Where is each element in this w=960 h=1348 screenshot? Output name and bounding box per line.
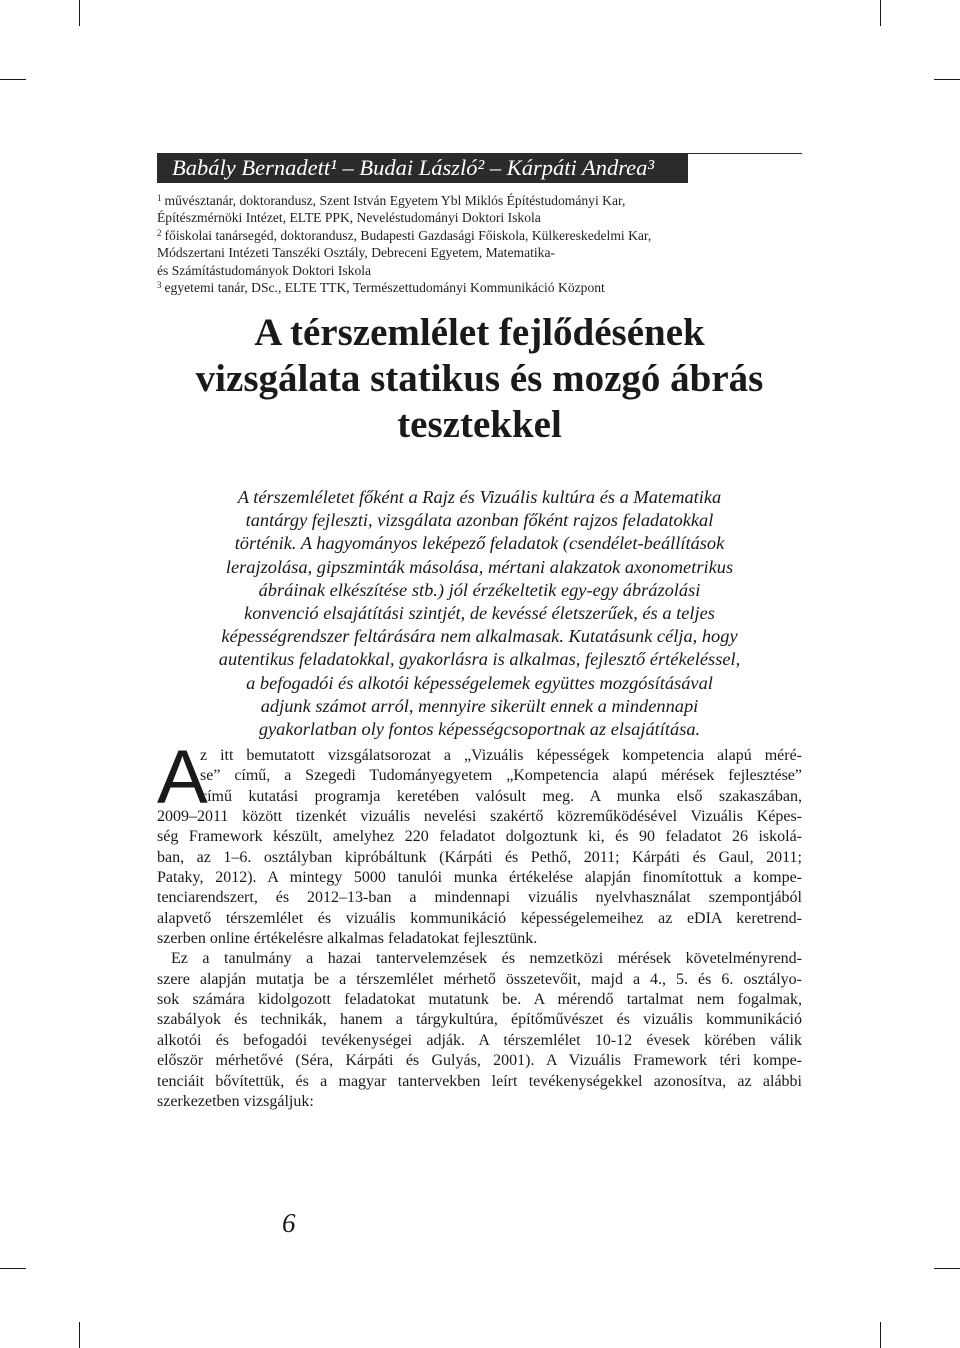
- abstract-line: a befogadói és alkotói képességelemek együttes mozgósításával: [246, 672, 713, 693]
- body-line: tenciarendszert, és 2012–13-ban a mindennapi vizuális nyelvhasználat szempontjából: [157, 889, 802, 907]
- authors-header: Babály Bernadett¹ – Budai László² – Kárpáti Andrea³: [157, 153, 688, 183]
- crop-mark-bottom-left: [79, 1322, 80, 1348]
- drop-cap: A: [157, 735, 208, 820]
- crop-mark-bottom-right: [880, 1322, 881, 1348]
- body-line: ség Framework készült, amelyhez 220 feladatot dolgoztunk ki, és 90 feladatot 26 iskolá-: [157, 828, 802, 846]
- affiliation-line: $^2$ főiskolai tanársegéd, doktorandusz, Budapesti Gazdasági Főiskola, Külkereskedelmi Kar,: [157, 227, 652, 243]
- body-line: szabályok és technikák, hanem a tárgykultúra, építőművészet és vizuális kommunikáció: [157, 1011, 802, 1029]
- body-line: alkotói és befogadói tevékenységei adják. A térszemlélet 10-12 évesek körében válik: [157, 1031, 802, 1049]
- title-line: vizsgálata statikus és mozgó ábrás: [195, 357, 764, 400]
- abstract-line: gyakorlatban oly fontos képességcsoportnak az elsajátítása.: [258, 719, 701, 740]
- affiliations: [157, 192, 802, 296]
- affiliation-mark: 1: [157, 193, 162, 203]
- body-line: Ez a tanulmány a hazai tantervelemzések és nemzetközi mérések követelményrend-: [171, 950, 802, 968]
- body-line: 2009–2011 között tizenkét vizuális nevelési szakértő közreműködésével Vizuális Képes-: [157, 808, 802, 826]
- abstract-line: adjunk számot arról, mennyire sikerült ennek a mindennapi: [260, 695, 699, 716]
- body-line: szerben online értékelésre alkalmas feladatokat fejlesztünk.: [157, 930, 538, 948]
- abstract-line: konvenció elsajátítási szintjét, de kevéssé életszerűek, és a teljes: [244, 603, 715, 624]
- body-line: se” című, a Szegedi Tudományegyetem „Kompetencia alapú mérések fejlesztése”: [200, 767, 802, 785]
- body-line: z itt bemutatott vizsgálatsorozat a „Vizuális képességek kompetencia alapú méré-: [200, 747, 802, 764]
- body-line: szere alapján mutatja be a térszemlélet mérhető összetevőit, majd a 4., 5. és 6. osztályo-: [157, 970, 802, 988]
- abstract: [157, 486, 802, 741]
- crop-mark-top-left-h: [0, 79, 26, 80]
- abstract-line: képességrendszer feltárására nem alkalmasak. Kutatásunk célja, hogy: [221, 626, 738, 647]
- crop-mark-top-right-h: [934, 79, 960, 80]
- crop-mark-bottom-right-h: [934, 1268, 960, 1269]
- article-title: [157, 310, 802, 448]
- body-line: tenciáit bővítettük, és a magyar tantervekben leírt tevékenységekkel azonosítva, az alábbi: [157, 1072, 802, 1090]
- affiliation-line: Módszertani Intézeti Tanszéki Osztály, Debreceni Egyetem, Matematika-: [157, 245, 556, 261]
- body-text: [157, 746, 802, 1112]
- abstract-line: autentikus feladatokkal, gyakorlásra is alkalmas, fejlesztő értékeléssel,: [218, 649, 741, 670]
- body-line: Pataky, 2012). A mintegy 5000 tanulói munka értékelése alapján finomítottuk a kompe-: [157, 869, 802, 887]
- title-line: tesztekkel: [397, 403, 562, 446]
- body-line: először mérhetővé (Séra, Kárpáti és Gulyás, 2001). A Vizuális Framework téri kompe-: [157, 1052, 802, 1070]
- abstract-line: ábráinak elkészítése stb.) jól érzékeltetik egy-egy ábrázolási: [258, 579, 701, 600]
- affiliation-line: Építészmérnöki Intézet, ELTE PPK, Neveléstudományi Doktori Iskola: [157, 210, 541, 226]
- affiliation-mark: 2: [157, 227, 162, 238]
- abstract-line: lerajzolása, gipszminták másolása, mértani alakzatok axonometrikus: [225, 556, 734, 577]
- body-line: ban, az 1–6. osztályban kipróbáltunk (Kárpáti és Pethő, 2011; Kárpáti és Gaul, 2011;: [157, 848, 802, 866]
- page-number: 6: [282, 1208, 296, 1238]
- body-line: alapvető térszemlélet és vizuális kommunikáció képességelemeihez az eDIA keretrend-: [157, 909, 802, 927]
- title-line: A térszemlélet fejlődésének: [254, 311, 705, 354]
- affiliation-line: és Számítástudományok Doktori Iskola: [157, 262, 372, 278]
- crop-mark-top-right: [880, 0, 881, 26]
- abstract-line: tantárgy fejleszti, vizsgálata azonban főként rajzos feladatokkal: [245, 510, 714, 531]
- body-line: sok számára kidolgozott feladatokat mutatunk be. A mérendő tartalmat nem fogalmak,: [157, 991, 802, 1009]
- body-line: szerkezetben vizsgáljuk:: [157, 1092, 314, 1110]
- affiliation-mark: 3: [157, 280, 162, 291]
- body-line: című kutatási programja keretében valósult meg. A munka első szakaszában,: [200, 787, 802, 805]
- abstract-line: történik. A hagyományos leképező feladatok (csendélet-beállítások: [234, 533, 725, 554]
- crop-mark-top-left: [79, 0, 80, 26]
- abstract-line: A térszemléletet főként a Rajz és Vizuális kultúra és a Matematika: [237, 487, 722, 507]
- header-rule: [688, 153, 802, 154]
- crop-mark-bottom-left-h: [0, 1268, 26, 1269]
- affiliation-line: $^3$ egyetemi tanár, DSc., ELTE TTK, Természettudományi Kommunikáció Központ: [157, 280, 605, 296]
- affiliation-line: $^1$ művésztanár, doktorandusz, Szent István Egyetem Ybl Miklós Építéstudományi Kar,: [157, 193, 626, 208]
